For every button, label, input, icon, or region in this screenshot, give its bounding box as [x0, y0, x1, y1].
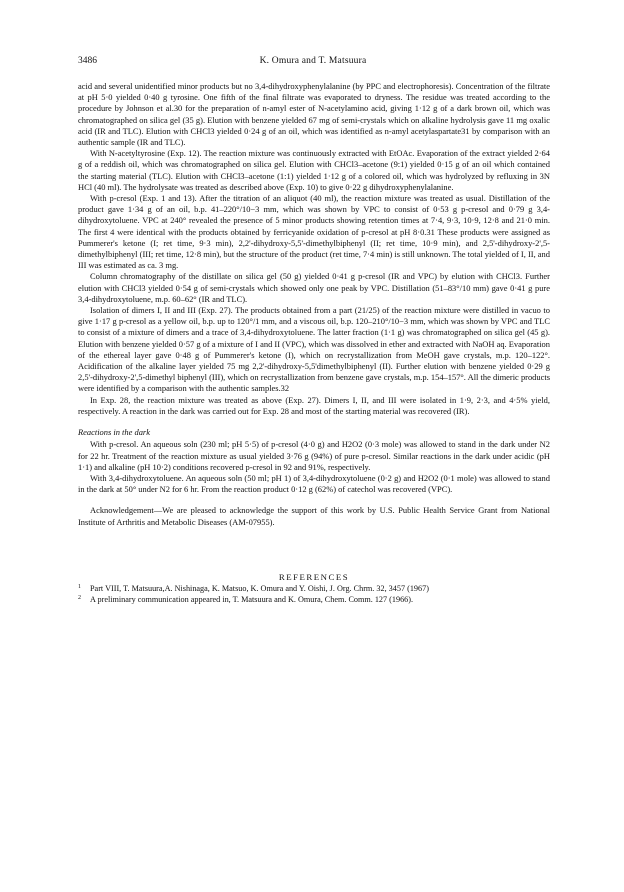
reference-number: 1: [78, 583, 81, 590]
paragraph-n-acetyltyrosine: With N-acetyltyrosine (Exp. 12). The reaction mixture was continuously extracted with EtOAc. Evaporation of the extract yielded 2·64 g of a reddish oil, which was chromatographed on silica gel. Elution with CHCl3–acetone (9:1) yielded 0·15 g of an oil which contained the starting material (TLC). Elution with CHCl3–acetone (1:1) yielded 1·12 g of a colored oil, which was hydrolyzed by refluxing in 3N HCl (40 ml). The hydrolysate was treated as described above (Exp. 10) to give 0·22 g dihydroxyphenylalanine.: [78, 148, 550, 192]
paragraph-isolation-of-dimers: Isolation of dimers I, II and III (Exp. 27). The products obtained from a part (21/25) of the reaction mixture were distilled in vacuo to give 1·17 g p-cresol as a yellow oil, b.p. up to 120°/1 mm, and a viscous oil, b.p. 120–210°/10−3 mm, which was shown by VPC and TLC to consist of a mixture of dimers and a trace of 3,4-dihydroxytoluene. The latter fraction (1·1 g) was chromatographed on silica gel (45 g). Elution with benzene yielded 0·57 g of a mixture of I and II (VPC), which was dissolved in ether and extracted with NaOH aq. Evaporation of the ethereal layer gave 0·48 g of Pummerer's ketone (I), which on recrystallization from MeOH gave crystals, m.p. 120–122°. Acidification of the alkaline layer yielded 75 mg 2,2'-dihydroxy-5,5'dimethylbiphenyl (II). Further elution with benzene yielded 0·29 g 2,5'-dihydroxy-2',5-dimethyl biphenyl (III), which on recrystallization from benzene gave crystals, m.p. 154–157°. All the dimeric products were identified by a comparison with the authentic samples.32: [78, 305, 550, 394]
running-head: K. Omura and T. Matsuura: [259, 56, 367, 66]
paragraph-exp-28: In Exp. 28, the reaction mixture was treated as above (Exp. 27). Dimers I, II, and III were isolated in 1·9, 2·3, and 4·5% yield, respectively. A reaction in the dark was carried out for Exp. 28 and most of the starting material was recovered (IR).: [78, 394, 550, 416]
paragraph-dark-dihydroxytoluene: With 3,4-dihydroxytoluene. An aqueous soln (50 ml; pH 1) of 3,4-dihydroxytoluene (0·2 g) and H2O2 (0·1 mole) was allowed to stand in the dark at 50° under N2 for 6 hr. From the reaction product 0·12 g (62%) of catechol was recovered (VPC).: [78, 472, 550, 495]
reference-text: Part VIII, T. Matsuura,A. Nishinaga, K. Matsuo, K. Omura and Y. Oishi, J. Org. Chrm. 32, 3457 (1967): [90, 583, 429, 593]
article-body: [78, 81, 550, 605]
paragraph-continued: acid and several unidentified minor products but no 3,4-dihydroxyphenylalanine (by PPC and electrophoresis). Concentration of the filtrate at pH 5·0 yielded 0·40 g tyrosine. One fifth of the final filtrate was evaporated to dryness. The residue was treated according to the procedure by Johnson et al.30 for the preparation of n-amyl ester of N-acetylamino acid, giving 1·12 g of a dark brown oil, which was chromatographed on silica gel (35 g). Elution with benzene yielded 67 mg of semi-crystals which on alkaline hydrolysis gave 11 mg oxalic acid (IR and TLC). Elution with CHCl3 yielded 0·24 g of an oil, which was identified as n-amyl acetylaspartate31 by comparison with an authentic sample (IR and TLC).: [78, 81, 550, 148]
reference-number: 2: [78, 594, 81, 601]
section-title-reactions-in-dark: Reactions in the dark: [78, 427, 150, 438]
paragraph-column-chromatography: Column chromatography of the distillate on silica gel (50 g) yielded 0·41 g p-cresol (IR and VPC) by elution with CHCl3. Further elution with CHCl3 yielded 0·54 g of semi-crystals which showed only one peak by VPC. Distillation (51–83°/10 mm) gave 0·41 g pure 3,4-dihydroxytoluene, m.p. 60–62° (IR and TLC).: [78, 271, 550, 304]
page-number: 3486: [78, 56, 97, 66]
references-title: REFERENCES: [278, 571, 350, 582]
reference-item: [78, 594, 550, 605]
paragraph-p-cresol: With p-cresol (Exp. 1 and 13). After the titration of an aliquot (40 ml), the reaction mixture was treated as usual. Distillation of the product gave 1·34 g of an oil, b.p. 41–220°/10−3 mm, which was shown by VPC to consist of 0·53 g p-cresol and 0·79 g 3,4-dihydroxytoluene. VPC at 240° revealed the presence of 5 minor products showing retention times at 7·4, 9·3, 10·9, 12·8 and 21·0 min. The first 4 were identical with the products obtained by ferricyanide oxidation of p-cresol at pH 8·0.31 These products were assigned as Pummerer's ketone (I; ret time, 9·3 min), 2,2'-dihydroxy-5,5'-dimethylbiphenyl (II; ret time, 10·9 min), and 2,5'-dihydroxy-2',5-dimethylbiphenyl (III; ret time, 12·8 min), but the structure of the product (ret time, 7·4 min) is still unknown. The total yielded of I, II, and III was estimated as ca. 3 mg.: [78, 193, 550, 271]
acknowledgement: Acknowledgement—We are pleased to acknowledge the support of this work by U.S. Public Health Service Grant from National Institute of Arthritis and Metabolic Diseases (AM-07955).: [78, 505, 550, 527]
references-list: [78, 583, 550, 605]
reference-item: [78, 583, 550, 594]
reference-text: A preliminary communication appeared in, T. Matsuura and K. Omura, Chem. Comm. 127 (1966).: [90, 594, 414, 604]
paragraph-dark-p-cresol: With p-cresol. An aqueous soln (230 ml; pH 5·5) of p-cresol (4·0 g) and H2O2 (0·3 mole) was allowed to stand in the dark under N2 for 22 hr. Treatment of the reaction mixture as usual yielded 3·76 g (94%) of pure p-cresol. Similar reactions in the dark under acidic (pH 1·1) and alkaline (pH 10·2) conditions recovered p-cresol in 92 and 91%, respectively.: [78, 439, 550, 472]
